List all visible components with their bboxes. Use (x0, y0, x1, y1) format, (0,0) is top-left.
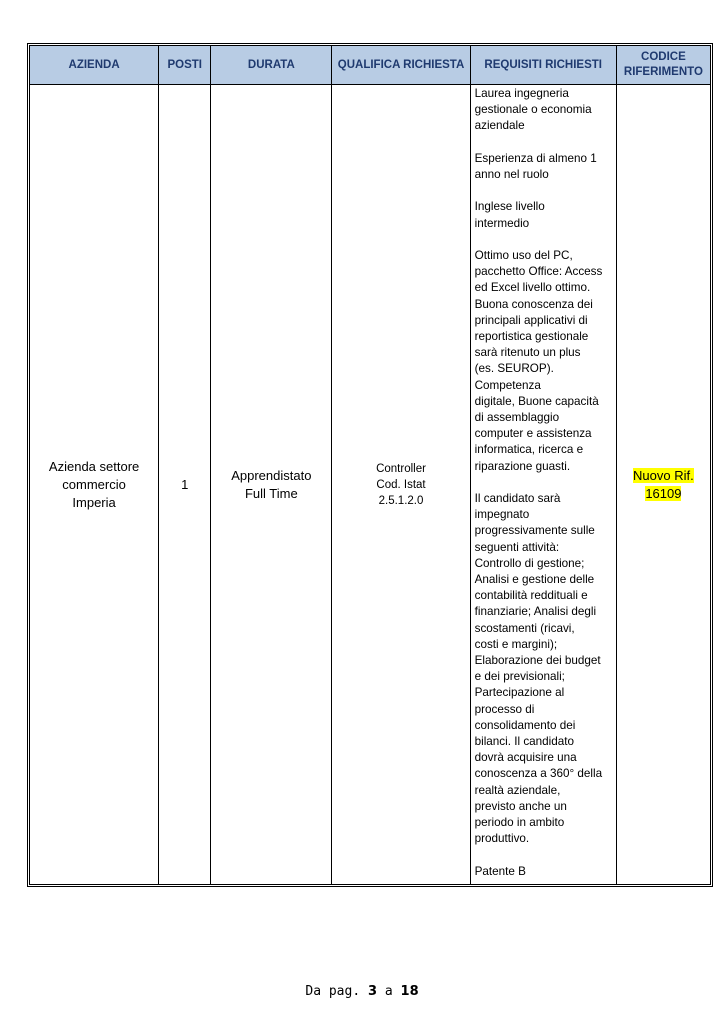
requisiti-line: Competenza (474, 378, 541, 392)
cell-posti: 1 (159, 85, 211, 885)
header-qualifica: QUALIFICA RICHIESTA (332, 46, 470, 85)
requisiti-line: finanziarie; Analisi degli (474, 605, 597, 619)
requisiti-line: processo di (474, 702, 535, 716)
requisiti-line: Laurea ingegneria (474, 87, 569, 100)
page-footer (0, 984, 724, 999)
requisiti-line: e dei previsionali; (474, 670, 565, 684)
requisiti-line: di assemblaggio (474, 411, 560, 425)
qualifica-line: Controller (376, 462, 426, 475)
requisiti-paragraph (475, 248, 614, 475)
requisiti-line: Inglese livello (474, 200, 545, 214)
requisiti-line: Il candidato sarà (474, 492, 561, 506)
requisiti-line: bilanci. Il candidato (474, 735, 575, 749)
requisiti-line: progressivamente sulle (474, 524, 595, 538)
requisiti-paragraph (475, 864, 614, 880)
footer-middle: a (377, 984, 401, 999)
header-posti: POSTI (159, 46, 211, 85)
requisiti-line: pacchetto Office: Access (474, 265, 603, 279)
requisiti-paragraph (475, 199, 614, 231)
azienda-line: Imperia (72, 494, 116, 510)
requisiti-line: consolidamento dei (474, 718, 576, 732)
requisiti-line: gestionale o economia (474, 103, 592, 117)
requisiti-line: digitale, Buone capacità (474, 394, 599, 408)
requisiti-line: impegnato (474, 508, 530, 522)
footer-current-page: 3 (368, 984, 378, 999)
cell-durata (211, 85, 332, 885)
cell-qualifica (332, 85, 470, 885)
header-azienda: AZIENDA (30, 46, 159, 85)
durata-line: Full Time (244, 485, 298, 501)
table-row (30, 85, 711, 885)
requisiti-line: periodo in ambito (474, 816, 565, 830)
requisiti-line: principali applicativi di (474, 313, 588, 327)
requisiti-line: produttivo. (474, 832, 530, 846)
job-offer-table (29, 45, 711, 885)
requisiti-line: riparazione guasti. (474, 459, 571, 473)
table-header-row (30, 46, 711, 85)
footer-total-pages: 18 (400, 984, 419, 999)
requisiti-line: Controllo di gestione; (474, 556, 585, 570)
requisiti-line: dovrà acquisire una (474, 751, 577, 765)
requisiti-line: scostamenti (ricavi, (474, 621, 575, 635)
requisiti-line: reportistica gestionale (474, 330, 589, 343)
requisiti-line: Patente B (474, 864, 526, 878)
footer-prefix: Da pag. (305, 984, 368, 999)
requisiti-line: Buona conoscenza dei (474, 297, 593, 311)
qualifica-line: 2.5.1.2.0 (378, 494, 424, 507)
qualifica-line: Cod. Istat (376, 478, 426, 491)
requisiti-line: anno nel ruolo (474, 168, 549, 181)
header-durata: DURATA (211, 46, 332, 85)
job-offer-table-frame (27, 43, 713, 887)
header-requisiti: REQUISITI RICHIESTI (470, 46, 616, 85)
header-codice (616, 46, 710, 85)
requisiti-paragraph (475, 86, 614, 135)
requisiti-line: conoscenza a 360° della (474, 767, 603, 781)
requisiti-line: Elaborazione dei budget (474, 654, 601, 668)
requisiti-line: Ottimo uso del PC, (474, 248, 573, 262)
requisiti-line: realtà aziendale, (474, 783, 561, 797)
requisiti-paragraph (475, 491, 614, 847)
cell-azienda (30, 85, 159, 885)
durata-line: Apprendistato (231, 467, 312, 483)
requisiti-paragraph (475, 151, 614, 183)
codice-riferimento (633, 468, 694, 501)
requisiti-line: intermedio (474, 216, 530, 230)
requisiti-line: seguenti attività: (474, 540, 560, 554)
requisiti-line: aziendale (474, 119, 525, 133)
azienda-line: Azienda settore (48, 458, 140, 474)
requisiti-line: contabilità reddituali e (474, 589, 588, 603)
codice-line: Nuovo Rif. (633, 467, 694, 483)
requisiti-line: sarà ritenuto un plus (474, 346, 581, 360)
azienda-line: commercio (62, 476, 126, 492)
header-codice-line2: RIFERIMENTO (623, 66, 703, 78)
requisiti-line: previsto anche un (474, 799, 567, 813)
header-codice-line1: CODICE (641, 51, 686, 63)
requisiti-line: (es. SEUROP). (474, 362, 554, 376)
requisiti-line: Esperienza di almeno 1 (474, 151, 597, 165)
requisiti-line: ed Excel livello ottimo. (474, 281, 591, 295)
requisiti-line: costi e margini); (474, 637, 558, 651)
codice-line: 16109 (645, 485, 682, 501)
requisiti-line: Partecipazione al (474, 686, 565, 700)
requisiti-line: Analisi e gestione delle (474, 573, 595, 587)
requisiti-line: computer e assistenza (474, 427, 592, 441)
cell-codice (616, 85, 710, 885)
requisiti-line: informatica, ricerca e (474, 443, 584, 457)
cell-requisiti (470, 85, 616, 885)
